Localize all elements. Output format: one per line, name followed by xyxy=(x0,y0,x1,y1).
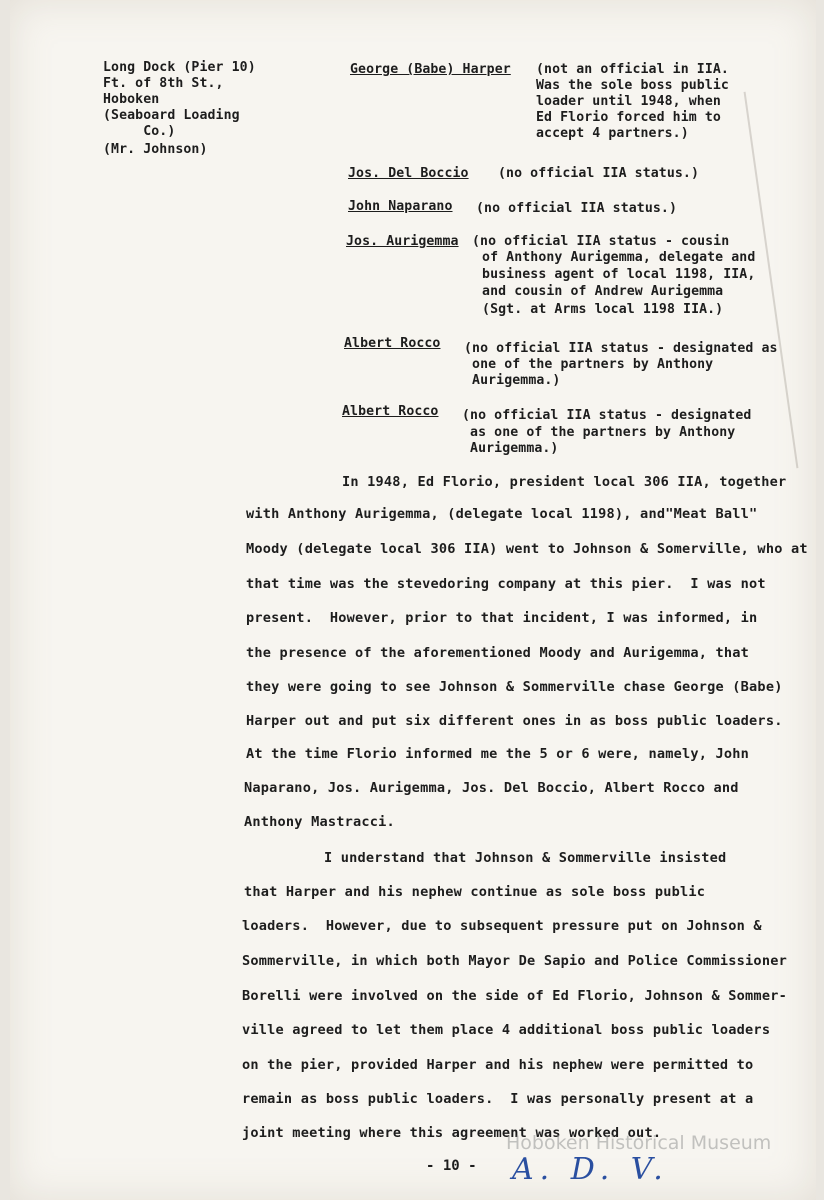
paragraph-line: they were going to see Johnson & Sommerville chase George (Babe) xyxy=(246,679,783,695)
page-number: - 10 - xyxy=(426,1158,477,1174)
loader-name: Albert Rocco xyxy=(344,336,441,351)
loader-note-line: and cousin of Andrew Aurigemma xyxy=(474,284,724,299)
location-line: Long Dock (Pier 10) xyxy=(103,60,256,75)
location-line: Ft. of 8th St., xyxy=(103,76,224,91)
loader-name: John Naparano xyxy=(348,199,453,214)
loader-note-line: Aurigemma.) xyxy=(464,373,561,388)
loader-note-line: one of the partners by Anthony xyxy=(464,357,714,372)
loader-note-line: Ed Florio forced him to xyxy=(536,110,721,125)
loader-note-line: (no official IIA status.) xyxy=(498,166,699,181)
loader-note-line: accept 4 partners.) xyxy=(536,126,689,141)
paragraph-line: with Anthony Aurigemma, (delegate local 1198), and"Meat Ball" xyxy=(246,506,758,522)
paragraph-line: I understand that Johnson & Sommerville insisted xyxy=(324,850,727,866)
paragraph-line: Sommerville, in which both Mayor De Sapio and Police Commissioner xyxy=(242,953,787,969)
loader-name: Jos. Del Boccio xyxy=(348,166,469,181)
paragraph-line: Borelli were involved on the side of Ed Florio, Johnson & Sommer- xyxy=(242,988,787,1004)
paragraph-line: ville agreed to let them place 4 additional boss public loaders xyxy=(242,1022,771,1038)
paragraph-line: Harper out and put six different ones in as boss public loaders. xyxy=(246,713,783,729)
paragraph-line: At the time Florio informed me the 5 or 6 were, namely, John xyxy=(246,746,750,762)
loader-name: Albert Rocco xyxy=(342,404,439,419)
loader-note-line: of Anthony Aurigemma, delegate and xyxy=(474,250,756,265)
loader-note-line: (no official IIA status - designated xyxy=(462,408,752,423)
paragraph-line: remain as boss public loaders. I was personally present at a xyxy=(242,1091,754,1107)
paragraph-line: Naparano, Jos. Aurigemma, Jos. Del Boccio, Albert Rocco and xyxy=(244,780,739,796)
loader-name: George (Babe) Harper xyxy=(350,62,511,77)
location-line: Hoboken xyxy=(103,92,160,107)
paragraph-line: the presence of the aforementioned Moody and Aurigemma, that xyxy=(246,645,750,661)
paragraph-line: on the pier, provided Harper and his nephew were permitted to xyxy=(242,1057,754,1073)
paragraph-line: loaders. However, due to subsequent pressure put on Johnson & xyxy=(242,918,762,934)
paragraph-line: joint meeting where this agreement was worked out. xyxy=(242,1125,662,1141)
loader-note-line: (no official IIA status - designated as xyxy=(464,341,778,356)
paragraph-line: In 1948, Ed Florio, president local 306 IIA, together xyxy=(342,474,787,490)
paragraph-line: that Harper and his nephew continue as sole boss public xyxy=(244,884,706,900)
paragraph-line: present. However, prior to that incident, I was informed, in xyxy=(246,610,758,626)
location-line: (Mr. Johnson) xyxy=(103,142,208,157)
location-line: (Seaboard Loading xyxy=(103,108,240,123)
paragraph-line: Moody (delegate local 306 IIA) went to Johnson & Somerville, who at xyxy=(246,541,808,557)
loader-note-line: (no official IIA status.) xyxy=(476,201,677,216)
loader-note-line: business agent of local 1198, IIA, xyxy=(474,267,756,282)
museum-watermark: Hoboken Historical Museum xyxy=(506,1132,772,1154)
paragraph-line: Anthony Mastracci. xyxy=(244,814,395,830)
loader-note-line: as one of the partners by Anthony xyxy=(462,425,736,440)
loader-note-line: (Sgt. at Arms local 1198 IIA.) xyxy=(474,302,724,317)
loader-note-line: Aurigemma.) xyxy=(462,441,559,456)
loader-note-line: (not an official in IIA. xyxy=(536,62,729,77)
loader-note-line: loader until 1948, when xyxy=(536,94,721,109)
loader-note-line: Was the sole boss public xyxy=(536,78,729,93)
loader-name: Jos. Aurigemma xyxy=(346,234,459,249)
loader-note-line: (no official IIA status - cousin xyxy=(472,234,730,249)
handwritten-signature: A. D. V. xyxy=(512,1152,669,1187)
location-line: Co.) xyxy=(103,124,176,139)
paragraph-line: that time was the stevedoring company at this pier. I was not xyxy=(246,576,766,592)
